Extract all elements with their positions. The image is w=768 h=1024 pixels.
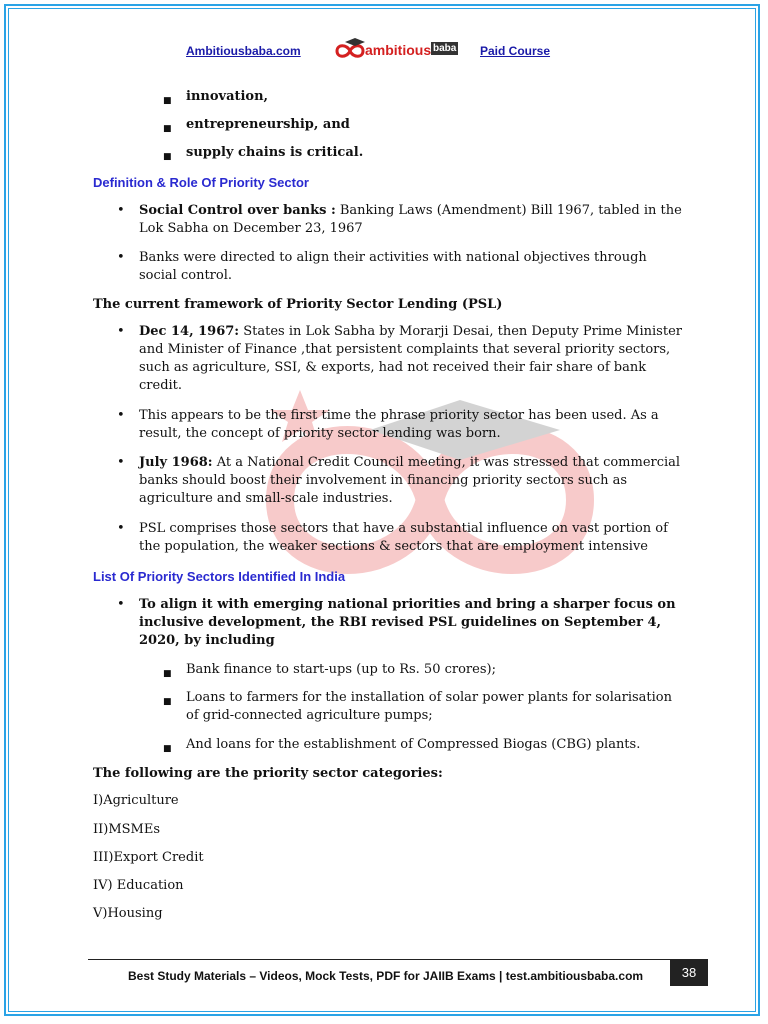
- list-item: entrepreneurship, and: [186, 117, 350, 132]
- logo-text: ambitious: [365, 42, 432, 58]
- list-item: Banks were directed to align their activities with national objectives through social control.: [139, 250, 647, 283]
- category-item: V)Housing: [93, 906, 163, 921]
- section-heading: The current framework of Priority Sector Lending (PSL): [93, 297, 503, 312]
- footer-text: Best Study Materials – Videos, Mock Tests, PDF for JAIIB Exams | test.ambitiousbaba.com: [128, 969, 644, 983]
- bullet-icon: •: [117, 455, 125, 470]
- category-item: II)MSMEs: [93, 822, 161, 837]
- section-heading: List Of Priority Sectors Identified In India: [93, 569, 346, 584]
- sub-list-item: And loans for the establishment of Compressed Biogas (CBG) plants.: [186, 737, 641, 752]
- square-bullet-icon: ■: [163, 96, 172, 106]
- list-item: innovation,: [186, 89, 269, 104]
- bullet-icon: •: [117, 324, 125, 339]
- category-item: I)Agriculture: [93, 793, 179, 808]
- ambitiousbaba-link[interactable]: Ambitiousbaba.com: [186, 44, 301, 58]
- list-item: supply chains is critical.: [186, 145, 364, 160]
- page-header: [0, 42, 768, 66]
- list-item: To align it with emerging national priorities and bring a sharper focus on inclusive development, the RBI revised PSL guidelines on September 4, 2020, by including: [139, 597, 676, 648]
- list-item: July 1968: At a National Credit Council meeting, it was stressed that commercial banks should boost their involvement in financing priority sectors such as agriculture and small-scale industries.: [139, 455, 681, 506]
- ambitiousbaba-logo: [333, 36, 468, 66]
- sub-list-item: Loans to farmers for the installation of solar power plants for solarisation of grid-connected agriculture pumps;: [186, 690, 672, 723]
- sub-list-item: Bank finance to start-ups (up to Rs. 50 crores);: [186, 662, 496, 677]
- category-item: IV) Education: [93, 878, 184, 893]
- categories-heading: The following are the priority sector categories:: [93, 766, 443, 781]
- square-bullet-icon: ■: [163, 669, 172, 679]
- infinity-logo-icon: [333, 36, 367, 66]
- page-number: 38: [670, 960, 708, 986]
- bullet-icon: •: [117, 521, 125, 536]
- logo-badge: baba: [433, 43, 457, 54]
- list-item: PSL comprises those sectors that have a substantial influence on vast portion of the population, the weaker sections & sectors that are employment intensive: [139, 521, 668, 554]
- footer-divider: [88, 959, 708, 960]
- square-bullet-icon: ■: [163, 124, 172, 134]
- square-bullet-icon: ■: [163, 744, 172, 754]
- list-item: Dec 14, 1967: States in Lok Sabha by Morarji Desai, then Deputy Prime Minister and Minister of Finance ,that persistent complaints that several priority sectors, such as agriculture, SSI, & exports, had not received their fair share of bank credit.: [139, 324, 682, 393]
- list-item: Social Control over banks : Banking Laws (Amendment) Bill 1967, tabled in the Lok Sabha on December 23, 1967: [139, 203, 682, 236]
- paid-course-link[interactable]: Paid Course: [480, 44, 551, 58]
- bullet-icon: •: [117, 597, 125, 612]
- bullet-icon: •: [117, 250, 125, 265]
- bullet-icon: •: [117, 408, 125, 423]
- category-item: III)Export Credit: [93, 850, 204, 865]
- bullet-icon: •: [117, 203, 125, 218]
- section-heading: Definition & Role Of Priority Sector: [93, 175, 309, 190]
- list-item: This appears to be the first time the phrase priority sector has been used. As a result, the concept of priority sector lending was born.: [139, 408, 659, 441]
- square-bullet-icon: ■: [163, 152, 172, 162]
- square-bullet-icon: ■: [163, 697, 172, 707]
